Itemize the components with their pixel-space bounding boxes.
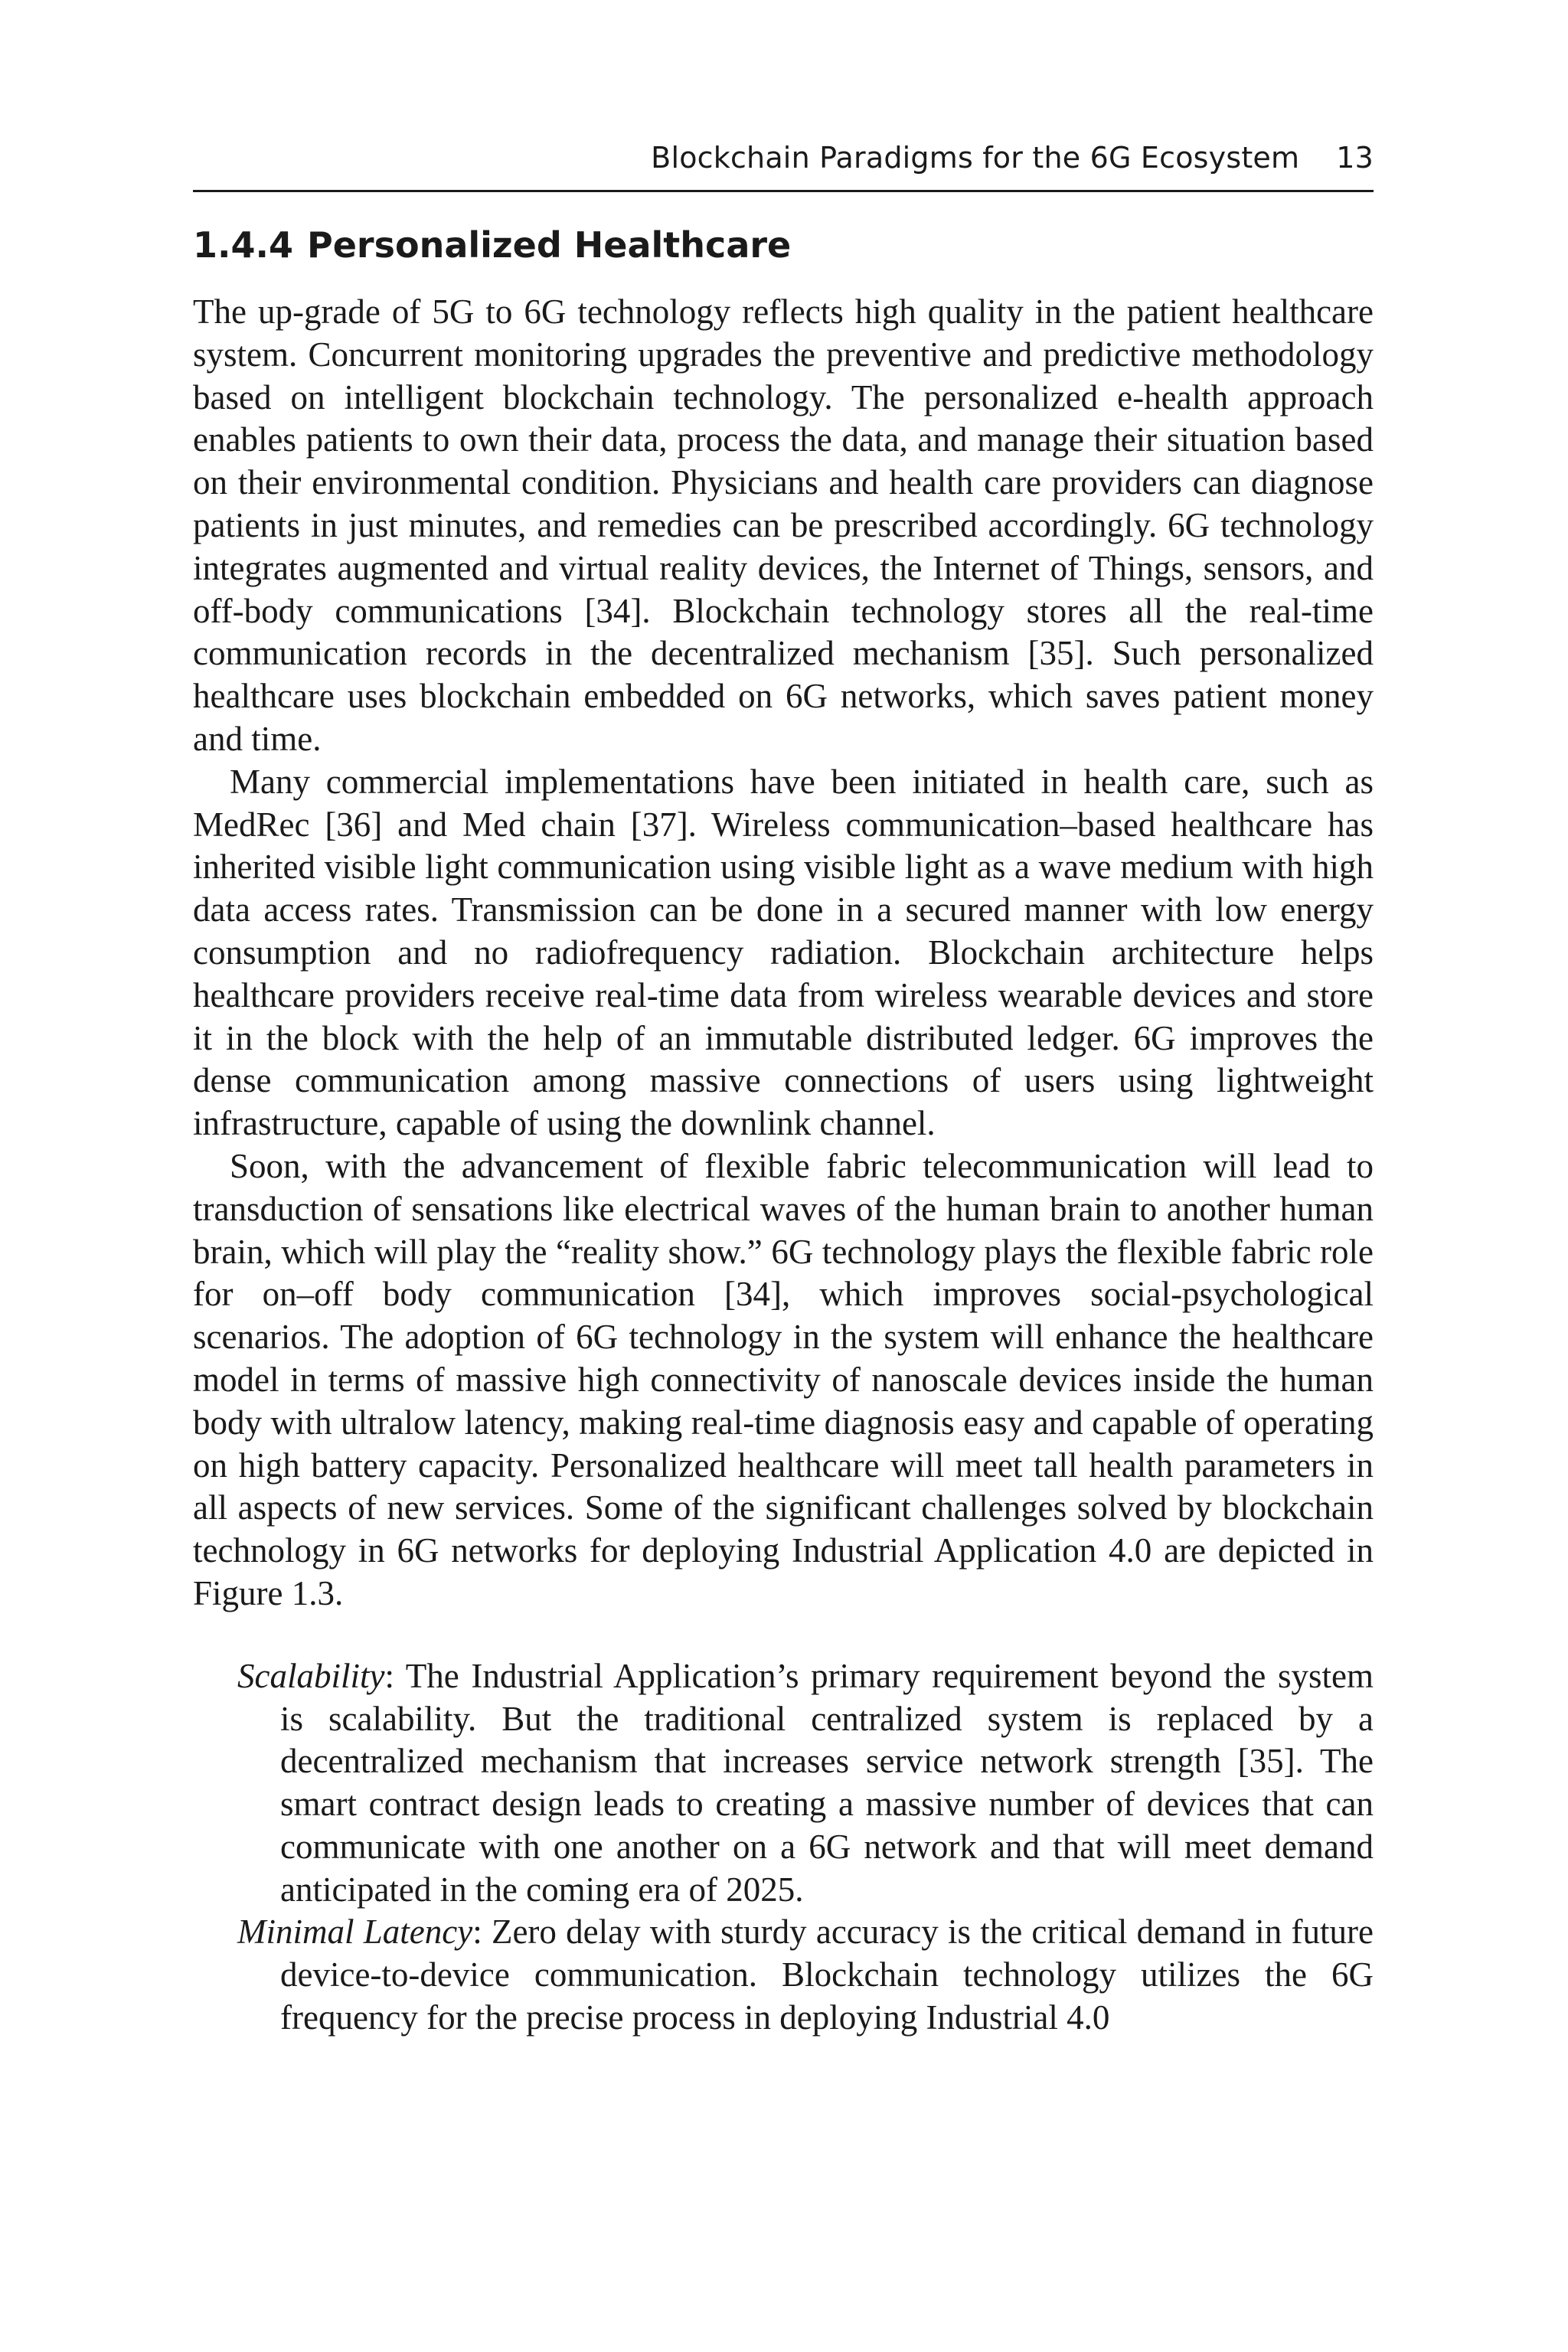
definition-list [193,1655,1374,2040]
body-text [193,291,1374,2040]
definition-term: Scalability [237,1656,385,1695]
paragraph: Many commercial implementations have been initiated in health care, such as MedRec [36] and Med chain [37]. Wireless communication–based healthcare has inherited visible light communication using visible light as a wave medium with high data access rates. Transmission can be done in a secured manner with low energy consumption and no radiofrequency radiation. Blockchain architecture helps healthcare providers receive real-time data from wireless wearable devices and store it in the block with the help of an immutable distributed ledger. 6G improves the dense communication among massive connections of users using lightweight infrastructure, capable of using the downlink channel. [193,762,1374,1143]
paragraph: The up-grade of 5G to 6G technology reflects high quality in the patient healthcare system. Concurrent monitoring upgrades the preventive and predictive methodology based on intelligent blockchain technology. The personalized e-health approach enables patients to own their data, process the data, and manage their situation based on their environmental condition. Physicians and health care providers can diagnose patients in just minutes, and remedies can be prescribed accordingly. 6G technology integrates augmented and virtual reality devices, the Internet of Things, sensors, and off-body communications [34]. Blockchain technology stores all the real-time communication records in the decentralized mechanism [35]. Such personalized healthcare uses blockchain embedded on 6G networks, which saves patient money and time. [193,292,1374,758]
paragraph: Soon, with the advancement of flexible fabric telecommunication will lead to transduction of sensations like electrical waves of the human brain to another human brain, which will play the “reality show.” 6G technology plays the flexible fabric role for on–off body communication [34], which improves social-psychological scenarios. The adoption of 6G technology in the system will enhance the healthcare model in terms of massive high connectivity of nanoscale devices inside the human body with ultralow latency, making real-time diagnosis easy and capable of operating on high battery capacity. Personalized healthcare will meet tall health parameters in all aspects of new services. Some of the significant challenges solved by blockchain technology in 6G networks for deploying Industrial Application 4.0 are depicted in Figure 1.3. [193,1146,1374,1612]
section-heading [193,222,791,268]
definition-item [237,1655,1374,1912]
header-rule [193,190,1374,192]
running-header [193,139,1374,176]
running-title: Blockchain Paradigms for the 6G Ecosystem [651,141,1300,175]
definition-term: Minimal Latency [237,1913,473,1952]
section-number: 1.4.4 [193,224,293,266]
definition-text: : The Industrial Application’s primary requirement beyond the system is scalability. But the traditional centralized system is replaced by a decentralized mechanism that increases service network strength [35]. The smart contract design leads to creating a massive number of devices that can communicate with one another on a 6G network and that will meet demand anticipated in the coming era of 2025. [280,1656,1374,1909]
page-number: 13 [1336,141,1374,175]
definition-item [237,1911,1374,2039]
definition-text: : Zero delay with sturdy accuracy is the critical demand in future device-to-device communication. Blockchain technology utilizes the 6G frequency for the precise process in deploying Industrial 4.0 [280,1913,1374,2037]
section-title: Personalized Healthcare [306,224,792,266]
